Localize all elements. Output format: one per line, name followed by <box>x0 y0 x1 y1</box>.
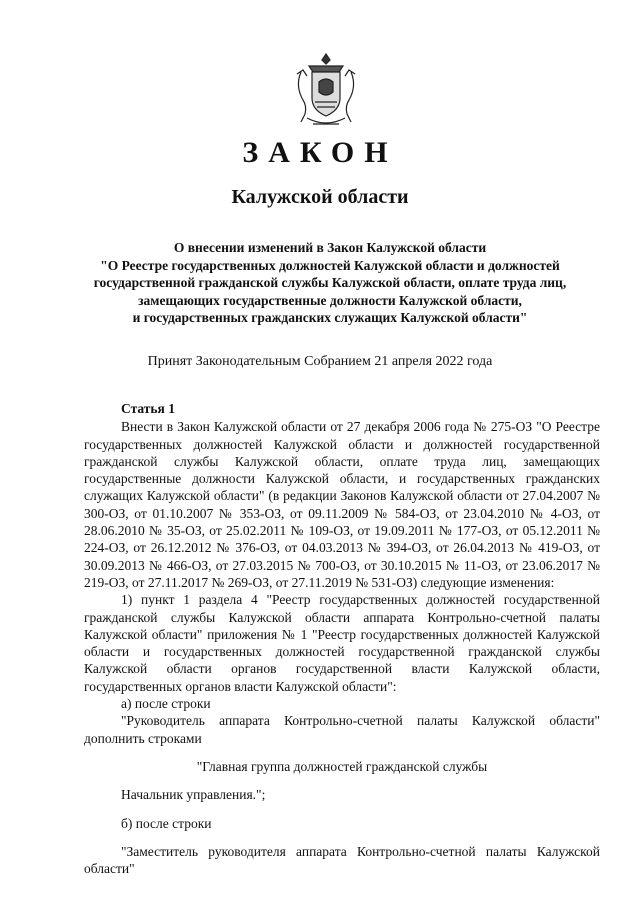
heading-line: государственной гражданской службы Калужской области, оплате труда лиц, <box>93 275 567 290</box>
sub-item-b: б) после строки <box>121 815 212 831</box>
law-body <box>84 400 600 877</box>
item-1: 1) пункт 1 раздела 4 "Реестр государственных должностей государственной гражданской службы Калужской области аппарата Контрольно-счетной палаты Калужской области" приложения № 1 "Реестр государственных должностей Калужской области и государственных должностей государственной гражданской службы Калужской области органов государственной власти Калужской области, государственных органов власти Калужской области": <box>84 592 600 694</box>
article-intro: Внести в Закон Калужской области от 27 декабря 2006 года № 275-ОЗ "О Реестре государственных должностей Калужской области и должностей государственной гражданской службы Калужской области, оплате труда лиц, замещающих государственные должности Калужской области, и государственных гражданских служащих Калужской области" (в редакции Законов Калужской области от 27.04.2007 № 300-ОЗ, от 01.10.2007 № 353-ОЗ, от 09.11.2009 № 584-ОЗ, от 23.04.2010 № 4-ОЗ, от 28.06.2010 № 35-ОЗ, от 25.02.2011 № 109-ОЗ, от 19.09.2011 № 177-ОЗ, от 05.12.2011 № 224-ОЗ, от 26.12.2012 № 376-ОЗ, от 04.03.2013 № 394-ОЗ, от 26.04.2013 № 419-ОЗ, от 30.09.2013 № 466-ОЗ, от 27.03.2015 № 700-ОЗ, от 30.10.2015 № 11-ОЗ, от 23.06.2017 № 219-ОЗ, от 27.11.2017 № 269-ОЗ, от 27.11.2019 № 531-ОЗ) следующие изменения: <box>84 419 600 590</box>
chief-line: Начальник управления."; <box>121 787 266 803</box>
article-title: Статья 1 <box>121 401 175 416</box>
coat-of-arms-emblem <box>293 52 359 128</box>
heading-line: и государственных гражданских служащих Калужской области" <box>132 310 528 325</box>
adoption-date: Принят Законодательным Собранием 21 апреля 2022 года <box>147 354 493 369</box>
document-title: ЗАКОН <box>242 136 398 169</box>
heading-line: О внесении изменений в Закон Калужской области <box>173 240 487 255</box>
law-heading <box>80 239 580 327</box>
sub-item-a: а) после строки <box>121 696 211 712</box>
document-region: Калужской области <box>231 186 409 208</box>
heading-line: замещающих государственные должности Калужской области, <box>138 292 522 308</box>
quote-b: "Заместитель руководителя аппарата Контрольно-счетной палаты Калужской области" <box>84 843 600 877</box>
heading-line: "О Реестре государственных должностей Калужской области и должностей <box>100 257 560 273</box>
group-line: "Главная группа должностей гражданской службы <box>196 758 488 774</box>
quote-a: "Руководитель аппарата Контрольно-счетной палаты Калужской области" дополнить строками <box>84 713 600 746</box>
